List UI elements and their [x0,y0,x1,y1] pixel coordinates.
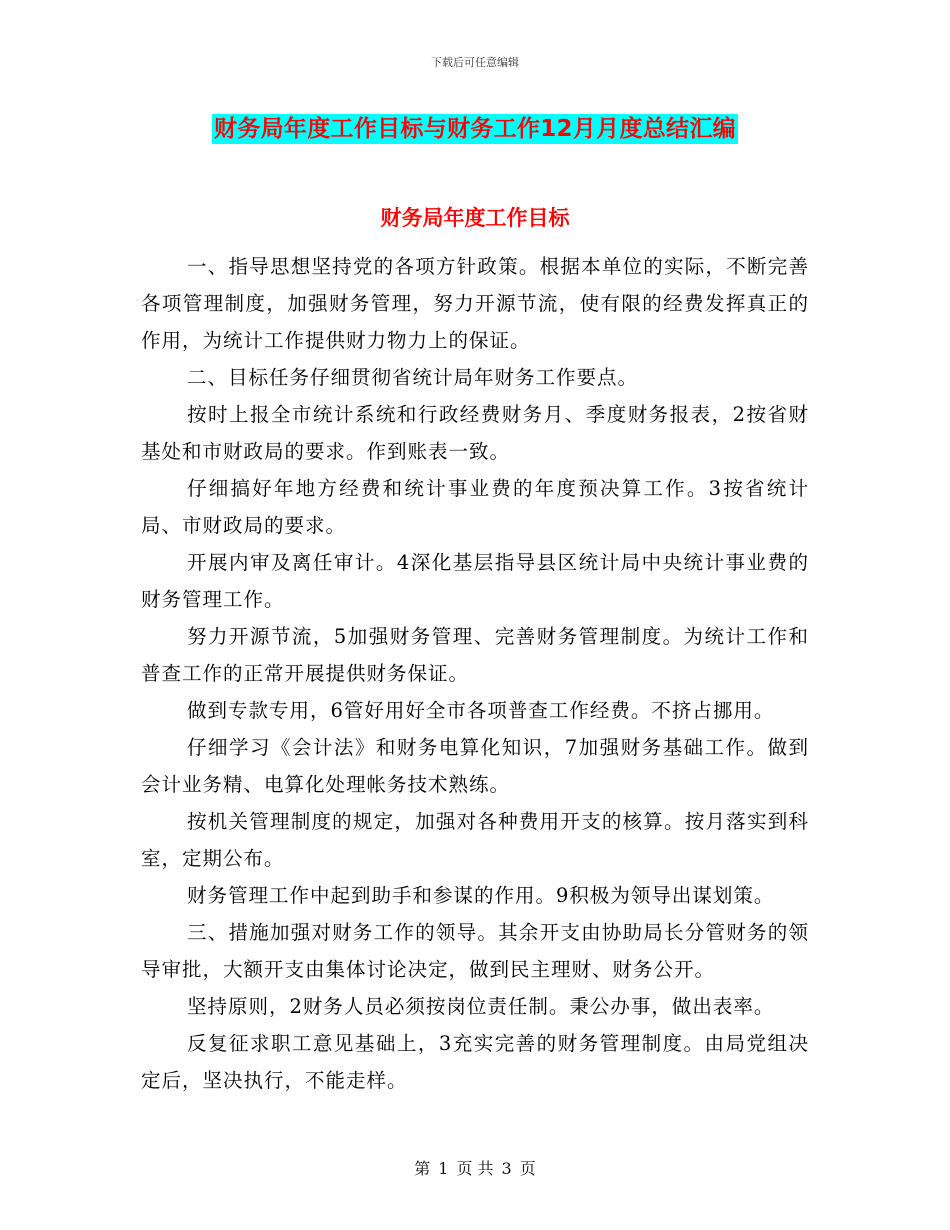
paragraph: 坚持原则，2财务人员必须按岗位责任制。秉公办事，做出表率。 [187,995,775,1018]
paragraph: 按时上报全市统计系统和行政经费财务月、季度财务报表，2按省财基处和市财政局的要求。作到账表一致。 [141,403,809,463]
paragraph: 反复征求职工意见基础上，3充实完善的财务管理制度。由局党组决定后，坚决执行，不能走样。 [141,1032,809,1092]
footer-prefix: 第 [414,1159,431,1178]
total-pages: 3 [501,1159,512,1178]
title-container [0,114,950,144]
paragraph: 努力开源节流，5加强财务管理、完善财务管理制度。为统计工作和普查工作的正常开展提供财务保证。 [141,625,809,685]
document-body [141,248,809,1099]
footer-suffix: 页 [519,1159,536,1178]
paragraph: 仔细学习《会计法》和财务电算化知识，7加强财务基础工作。做到会计业务精、电算化处理帐务技术熟练。 [141,736,809,796]
document-title: 财务局年度工作目标与财务工作12月月度总结汇编 [214,116,736,142]
paragraph: 仔细搞好年地方经费和统计事业费的年度预决算工作。3按省统计局、市财政局的要求。 [141,477,809,537]
paragraph: 一、指导思想坚持党的各项方针政策。根据本单位的实际，不断完善各项管理制度，加强财务管理，努力开源节流，使有限的经费发挥真正的作用，为统计工作提供财力物力上的保证。 [141,255,809,352]
section-subtitle: 财务局年度工作目标 [380,206,570,230]
paragraph: 二、目标任务仔细贯彻省统计局年财务工作要点。 [187,366,639,389]
paragraph: 做到专款专用，6管好用好全市各项普查工作经费。不挤占挪用。 [187,699,775,722]
footer-middle: 页 共 [456,1159,494,1178]
paragraph: 三、措施加强对财务工作的领导。其余开支由协助局长分管财务的领导审批，大额开支由集体讨论决定，做到民主理财、财务公开。 [141,921,809,981]
page-header-note: 下载后可任意编辑 [431,56,519,69]
page-footer [0,1156,950,1179]
paragraph: 开展内审及离任审计。4深化基层指导县区统计局中央统计事业费的财务管理工作。 [141,551,809,611]
page-number: 1 [438,1159,449,1178]
paragraph: 按机关管理制度的规定，加强对各种费用开支的核算。按月落实到科室，定期公布。 [141,810,809,870]
paragraph: 财务管理工作中起到助手和参谋的作用。9积极为领导出谋划策。 [187,884,775,907]
